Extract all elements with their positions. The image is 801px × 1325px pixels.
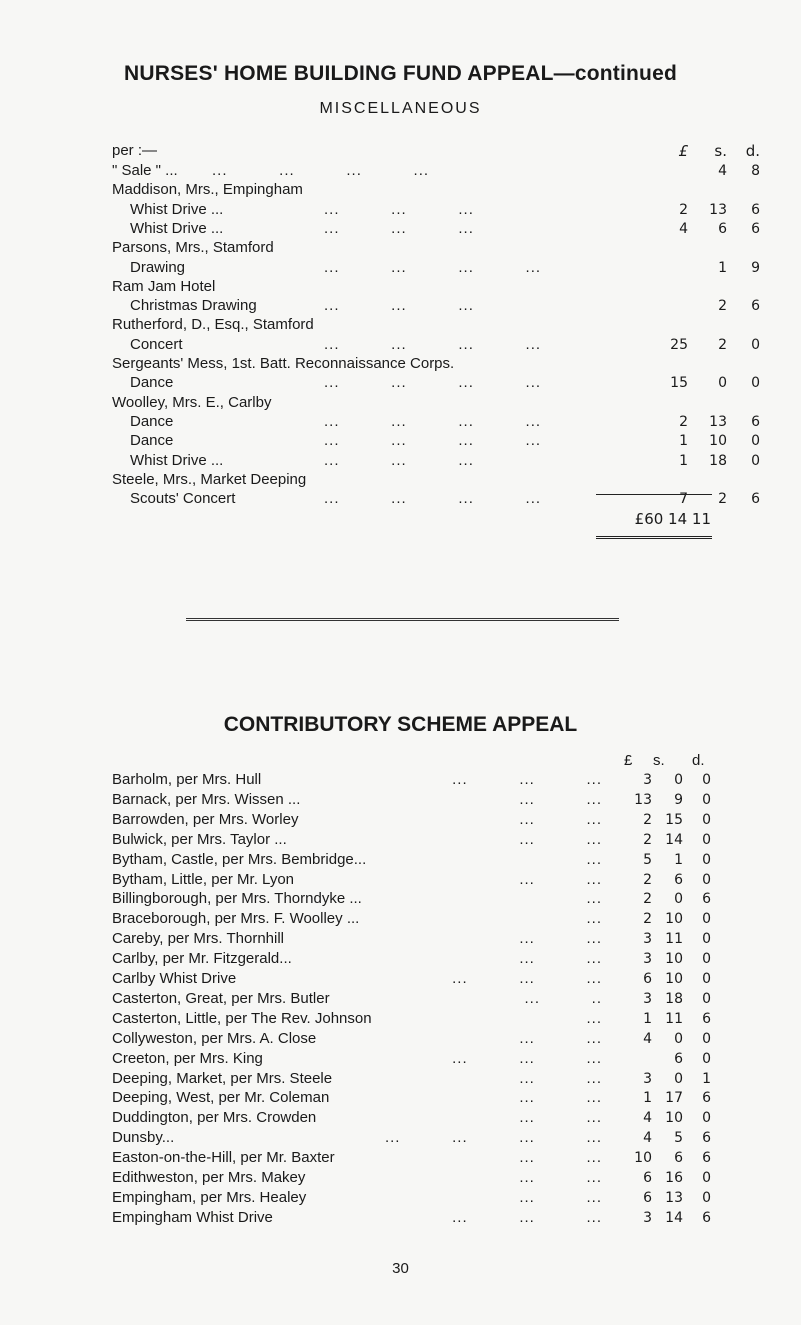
contributory-pounds: 2: [643, 811, 652, 828]
contributory-shillings: 0: [674, 772, 683, 788]
contributory-row-label: Dunsby...: [112, 1129, 175, 1147]
contributory-pence: 0: [702, 971, 711, 987]
contributory-pence: 6: [702, 1150, 711, 1167]
contributory-pence: 0: [702, 1189, 711, 1206]
misc-row-label: Steele, Mrs., Market Deeping: [112, 470, 307, 488]
contributory-shillings: 11: [665, 1010, 683, 1027]
contributory-pounds: 13: [634, 791, 652, 808]
leader-dots: ... ...: [519, 810, 602, 828]
contributory-pence: 0: [702, 851, 711, 868]
total-rule: [596, 494, 712, 495]
contributory-row: [112, 909, 712, 929]
contributory-pounds: 4: [643, 1130, 652, 1147]
contributory-shillings: 5: [674, 1130, 683, 1147]
leader-dots: ... ... ...: [452, 771, 602, 788]
contributory-row-label: Deeping, Market, per Mrs. Steele: [112, 1069, 333, 1087]
leader-dots: ...: [586, 1009, 602, 1027]
contributory-shillings: 10: [665, 911, 683, 928]
leader-dots: ... ... ... ...: [212, 162, 430, 179]
misc-row-label: Christmas Drawing: [130, 297, 257, 315]
misc-shillings: 18: [709, 452, 727, 469]
leader-dots: ... ...: [519, 870, 602, 888]
contributory-row: [112, 969, 712, 989]
misc-shillings: 2: [718, 491, 727, 508]
contributory-shillings: 14: [665, 831, 683, 848]
contributory-row-label: Barholm, per Mrs. Hull: [112, 771, 262, 788]
contributory-row-label: Empingham, per Mrs. Healey: [112, 1188, 307, 1206]
leader-dots: ...: [586, 890, 602, 908]
contributory-row-label: Duddington, per Mrs. Crowden: [112, 1109, 317, 1127]
contributory-row: [112, 1049, 712, 1069]
section-title-contributory: CONTRIBUTORY SCHEME APPEAL: [223, 713, 578, 736]
leader-dots: ... ...: [519, 1029, 602, 1047]
leader-dots: ... ...: [519, 830, 602, 848]
contributory-row: [112, 1009, 712, 1029]
section-divider: [186, 618, 619, 621]
leader-dots: ... ... ...: [324, 451, 474, 469]
contributory-row: [112, 1168, 712, 1188]
misc-pence: 6: [751, 298, 760, 315]
misc-pence: 6: [751, 201, 760, 218]
contributory-shillings: 16: [665, 1170, 683, 1186]
misc-pence: 0: [751, 433, 760, 450]
misc-shillings: 2: [718, 298, 727, 315]
contributory-pounds: 2: [643, 871, 652, 888]
leader-dots: ... ...: [519, 1188, 602, 1206]
contributory-row-label: Braceborough, per Mrs. F. Woolley ...: [112, 910, 360, 928]
contributory-pounds: 3: [643, 1070, 652, 1087]
contributory-shillings: 6: [674, 1150, 683, 1167]
contributory-row-label: Casterton, Little, per The Rev. Johnson: [112, 1009, 372, 1027]
misc-row-label: " Sale " ...: [112, 162, 178, 179]
contributory-row-label: Bulwick, per Mrs. Taylor ...: [112, 830, 287, 848]
col-pence-header: d.: [745, 142, 760, 160]
contributory-row: [112, 889, 712, 909]
contributory-shillings: 10: [665, 1110, 683, 1127]
contributory-pounds: 4: [643, 1110, 652, 1127]
contributory-row-label: Deeping, West, per Mr. Coleman: [112, 1089, 330, 1107]
contributory-row: [112, 1208, 712, 1228]
contributory-pence: 0: [702, 772, 711, 788]
contributory-shillings: 10: [665, 951, 683, 968]
contributory-pounds: 3: [643, 772, 652, 788]
contributory-pence: 6: [702, 1209, 711, 1226]
page-title: NURSES' HOME BUILDING FUND APPEAL—continued: [124, 62, 677, 85]
contributory-row: [112, 929, 712, 949]
misc-shillings: 10: [709, 433, 727, 450]
misc-pence: 6: [751, 413, 760, 430]
contributory-row-label: Careby, per Mrs. Thornhill: [112, 930, 285, 948]
contributory-pence: 0: [702, 911, 711, 928]
leader-dots: ... ... ... ...: [324, 374, 542, 392]
contributory-pence: 1: [702, 1070, 711, 1087]
con-col-shillings-header: s.: [653, 752, 665, 769]
contributory-pence: 0: [702, 990, 711, 1007]
contributory-pence: 6: [702, 1010, 711, 1027]
contributory-row: [112, 850, 712, 870]
contributory-pounds: 3: [643, 990, 652, 1007]
misc-shillings: 0: [718, 375, 727, 392]
contributory-pence: 0: [702, 1030, 711, 1047]
contributory-row: [112, 1188, 712, 1208]
contributory-row-label: Barrowden, per Mrs. Worley: [112, 810, 299, 828]
contributory-pence: 6: [702, 891, 711, 908]
misc-shillings: 1: [718, 259, 727, 276]
page-number: 30: [392, 1260, 409, 1277]
contributory-shillings: 10: [665, 971, 683, 987]
contributory-row-label: Collyweston, per Mrs. A. Close: [112, 1029, 317, 1047]
misc-row-label: Dance: [130, 412, 174, 430]
leader-dots: ... ... ... ...: [324, 432, 542, 450]
contributory-pence: 0: [702, 791, 711, 808]
col-pound-header: £: [678, 142, 688, 160]
leader-dots: ... ... ... ...: [384, 1129, 602, 1147]
misc-pence: 0: [751, 452, 760, 469]
contributory-shillings: 0: [674, 1070, 683, 1087]
misc-pence: 6: [751, 491, 760, 508]
misc-pounds: 2: [679, 201, 688, 218]
leader-dots: ... ...: [519, 790, 602, 808]
leader-dots: ...: [586, 910, 602, 928]
contributory-row: [112, 810, 712, 830]
contributory-row: [112, 1148, 712, 1168]
misc-header-row: [112, 140, 760, 162]
leader-dots: ... ...: [519, 1109, 602, 1127]
contributory-row: [112, 790, 712, 810]
leader-dots: ... ..: [524, 989, 602, 1007]
contributory-row: [112, 770, 712, 790]
misc-row-label: Whist Drive ...: [130, 219, 224, 237]
contributory-pounds: 2: [643, 831, 652, 848]
misc-row-label: Dance: [130, 432, 174, 450]
contributory-shillings: 14: [665, 1209, 683, 1226]
contributory-pence: 6: [702, 1090, 711, 1107]
per-label: per :—: [112, 142, 158, 159]
section-subtitle-miscellaneous: MISCELLANEOUS: [319, 100, 482, 117]
contributory-pounds: 2: [643, 911, 652, 928]
leader-dots: ...: [586, 850, 602, 868]
contributory-row: [112, 1029, 712, 1049]
misc-pence: 9: [751, 259, 760, 276]
misc-shillings: 6: [718, 220, 727, 237]
contributory-pence: 0: [702, 951, 711, 968]
misc-pence: 6: [751, 220, 760, 237]
leader-dots: ... ... ... ...: [324, 490, 542, 508]
misc-row-label: Parsons, Mrs., Stamford: [112, 239, 274, 257]
contributory-row: [112, 870, 712, 890]
misc-row-label: Maddison, Mrs., Empingham: [112, 181, 303, 199]
contributory-shillings: 17: [665, 1090, 683, 1107]
leader-dots: ... ...: [519, 930, 602, 948]
leader-dots: ... ... ...: [324, 297, 474, 315]
contributory-row-label: Bytham, Little, per Mr. Lyon: [112, 870, 295, 888]
leader-dots: ... ...: [519, 1169, 602, 1186]
contributory-row-label: Barnack, per Mrs. Wissen ...: [112, 790, 301, 808]
contributory-pounds: 6: [643, 1170, 652, 1186]
contributory-pounds: 5: [643, 851, 652, 868]
contributory-pence: 0: [702, 871, 711, 888]
misc-pounds: 1: [679, 433, 688, 450]
total-double-rule: [596, 536, 712, 539]
misc-row: [112, 488, 760, 510]
misc-row-label: Whist Drive ...: [130, 451, 224, 469]
contributory-shillings: 0: [674, 1030, 683, 1047]
contributory-shillings: 6: [674, 871, 683, 888]
leader-dots: ... ...: [519, 1069, 602, 1087]
contributory-pounds: 4: [643, 1030, 652, 1047]
contributory-shillings: 1: [674, 851, 683, 868]
leader-dots: ... ... ...: [452, 970, 602, 987]
misc-row-label: Dance: [130, 374, 174, 392]
contributory-shillings: 6: [674, 1050, 683, 1067]
contributory-row-label: Casterton, Great, per Mrs. Butler: [112, 989, 330, 1007]
misc-pounds: 2: [679, 413, 688, 430]
misc-pounds: 7: [679, 491, 688, 508]
contributory-pence: 0: [702, 1110, 711, 1127]
contributory-shillings: 18: [665, 990, 683, 1007]
contributory-header-row: [620, 752, 720, 772]
contributory-pounds: 2: [643, 891, 652, 908]
leader-dots: ... ...: [519, 1089, 602, 1107]
con-col-pound-header: £: [624, 752, 633, 769]
misc-pounds: 1: [679, 452, 688, 469]
misc-pounds: 25: [670, 336, 688, 353]
contributory-pounds: 3: [643, 1209, 652, 1226]
misc-pence: 8: [751, 163, 760, 179]
contributory-row: [112, 1108, 712, 1128]
leader-dots: ... ... ... ...: [324, 258, 542, 276]
contributory-row: [112, 1128, 712, 1148]
contributory-pounds: 1: [643, 1090, 652, 1107]
misc-pence: 0: [751, 375, 760, 392]
misc-row-label: Woolley, Mrs. E., Carlby: [112, 393, 272, 411]
contributory-pounds: 3: [643, 931, 652, 948]
misc-shillings: 13: [709, 201, 727, 218]
contributory-row-label: Empingham Whist Drive: [112, 1208, 273, 1226]
contributory-row-label: Bytham, Castle, per Mrs. Bembridge...: [112, 850, 367, 868]
contributory-pence: 0: [702, 811, 711, 828]
misc-row-label: Sergeants' Mess, 1st. Batt. Reconnaissance Corps.: [112, 355, 455, 372]
contributory-pence: 0: [702, 1170, 711, 1186]
contributory-pounds: 3: [643, 951, 652, 968]
misc-total: £60 14 11: [634, 510, 711, 528]
contributory-pounds: 6: [643, 1189, 652, 1206]
contributory-pence: 6: [702, 1130, 711, 1147]
leader-dots: ... ... ... ...: [324, 412, 542, 430]
leader-dots: ... ... ...: [324, 219, 474, 237]
misc-shillings: 4: [718, 163, 727, 179]
contributory-pence: 0: [702, 831, 711, 848]
misc-row-label: Ram Jam Hotel: [112, 277, 216, 295]
misc-row-label: Scouts' Concert: [130, 490, 236, 508]
contributory-pence: 0: [702, 1050, 711, 1067]
leader-dots: ... ... ... ...: [324, 335, 542, 353]
contributory-pence: 0: [702, 931, 711, 948]
contributory-pounds: 1: [643, 1010, 652, 1027]
misc-pounds: 4: [679, 220, 688, 237]
contributory-shillings: 0: [674, 891, 683, 908]
contributory-shillings: 9: [674, 791, 683, 808]
misc-row-label: Rutherford, D., Esq., Stamford: [112, 316, 314, 334]
con-col-pence-header: d.: [692, 752, 705, 769]
contributory-row-label: Edithweston, per Mrs. Makey: [112, 1169, 306, 1186]
contributory-row-label: Billingborough, per Mrs. Thorndyke ...: [112, 890, 362, 908]
leader-dots: ... ...: [519, 1149, 602, 1167]
misc-pence: 0: [751, 336, 760, 353]
col-shillings-header: s.: [714, 142, 727, 160]
leader-dots: ... ... ...: [452, 1049, 602, 1067]
misc-shillings: 13: [709, 413, 727, 430]
contributory-row-label: Creeton, per Mrs. King: [112, 1049, 263, 1067]
leader-dots: ... ... ...: [452, 1208, 602, 1226]
contributory-row-label: Carlby, per Mr. Fitzgerald...: [112, 950, 292, 968]
contributory-shillings: 15: [665, 811, 683, 828]
misc-row-label: Whist Drive ...: [130, 200, 224, 218]
leader-dots: ... ... ...: [324, 200, 474, 218]
contributory-row-label: Carlby Whist Drive: [112, 970, 237, 987]
misc-row-label: Drawing: [130, 258, 186, 276]
contributory-row-label: Easton-on-the-Hill, per Mr. Baxter: [112, 1149, 335, 1167]
contributory-shillings: 11: [665, 931, 683, 948]
misc-pounds: 15: [670, 375, 688, 392]
contributory-row: [112, 1088, 712, 1108]
contributory-pounds: 6: [643, 971, 652, 987]
contributory-row: [112, 989, 712, 1009]
misc-row-label: Concert: [130, 335, 183, 353]
leader-dots: ... ...: [519, 950, 602, 968]
misc-shillings: 2: [718, 336, 727, 353]
contributory-shillings: 13: [665, 1189, 683, 1206]
contributory-row: [112, 830, 712, 850]
contributory-pounds: 10: [634, 1150, 652, 1167]
contributory-row: [112, 949, 712, 969]
contributory-row: [112, 1069, 712, 1089]
